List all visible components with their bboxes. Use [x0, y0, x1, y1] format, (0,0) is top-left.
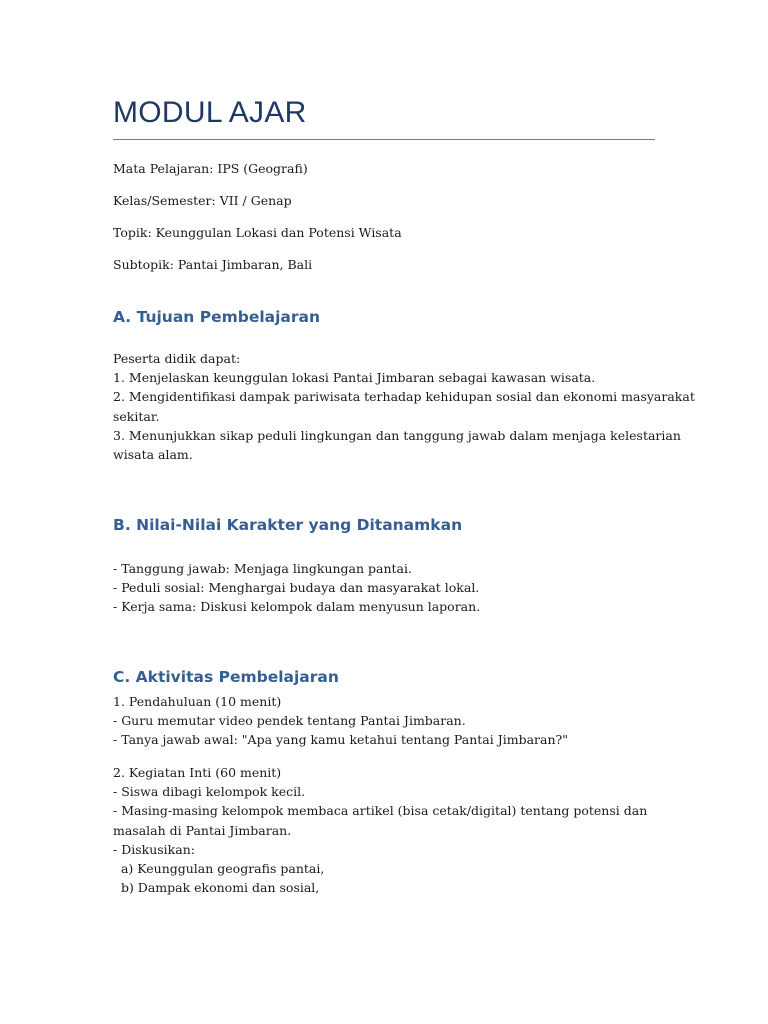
- meta-mata-pelajaran: Mata Pelajaran: IPS (Geografi): [113, 161, 308, 176]
- meta-subtopik: Subtopik: Pantai Jimbaran, Bali: [113, 257, 313, 272]
- meta-kelas-semester: Kelas/Semester: VII / Genap: [113, 193, 292, 208]
- title-underline: [113, 139, 655, 140]
- body-line: a) Keunggulan geografis pantai,: [113, 861, 325, 877]
- heading-tujuan-pembelajaran: A. Tujuan Pembelajaran: [113, 308, 321, 326]
- body-line: - Siswa dibagi kelompok kecil.: [113, 784, 306, 800]
- body-line: b) Dampak ekonomi dan sosial,: [113, 880, 320, 896]
- body-line: 1. Pendahuluan (10 menit): [113, 694, 282, 709]
- body-line: sekitar.: [113, 408, 160, 424]
- document-title: MODUL AJAR: [113, 96, 307, 129]
- body-line: 2. Kegiatan Inti (60 menit): [113, 765, 282, 780]
- body-line: - Peduli sosial: Menghargai budaya dan masyarakat lokal.: [113, 580, 480, 596]
- heading-aktivitas-pembelajaran: C. Aktivitas Pembelajaran: [113, 668, 339, 686]
- body-line: - Masing-masing kelompok membaca artikel (bisa cetak/digital) tentang potensi dan: [113, 803, 648, 819]
- body-line: masalah di Pantai Jimbaran.: [113, 822, 292, 838]
- body-line: - Guru memutar video pendek tentang Pantai Jimbaran.: [113, 713, 466, 729]
- body-line: - Kerja sama: Diskusi kelompok dalam menyusun laporan.: [113, 599, 481, 615]
- body-line: wisata alam.: [113, 447, 193, 463]
- heading-nilai-karakter: B. Nilai-Nilai Karakter yang Ditanamkan: [113, 516, 463, 534]
- body-line: Peserta didik dapat:: [113, 351, 241, 366]
- meta-topik: Topik: Keunggulan Lokasi dan Potensi Wisata: [113, 225, 402, 240]
- body-line: 2. Mengidentifikasi dampak pariwisata terhadap kehidupan sosial dan ekonomi masyarakat: [113, 389, 695, 405]
- aktivitas-pendahuluan: [113, 692, 658, 750]
- aktivitas-kegiatan-inti: [113, 763, 658, 897]
- body-line: 3. Menunjukkan sikap peduli lingkungan dan tanggung jawab dalam menjaga kelestarian: [113, 427, 681, 443]
- body-line: - Tanggung jawab: Menjaga lingkungan pantai.: [113, 561, 412, 576]
- body-line: - Tanya jawab awal: "Apa yang kamu ketahui tentang Pantai Jimbaran?": [113, 732, 568, 748]
- body-line: 1. Menjelaskan keunggulan lokasi Pantai Jimbaran sebagai kawasan wisata.: [113, 370, 596, 386]
- tujuan-pembelajaran-body: [113, 349, 695, 464]
- body-line: - Diskusikan:: [113, 841, 195, 857]
- nilai-karakter-body: [113, 559, 658, 617]
